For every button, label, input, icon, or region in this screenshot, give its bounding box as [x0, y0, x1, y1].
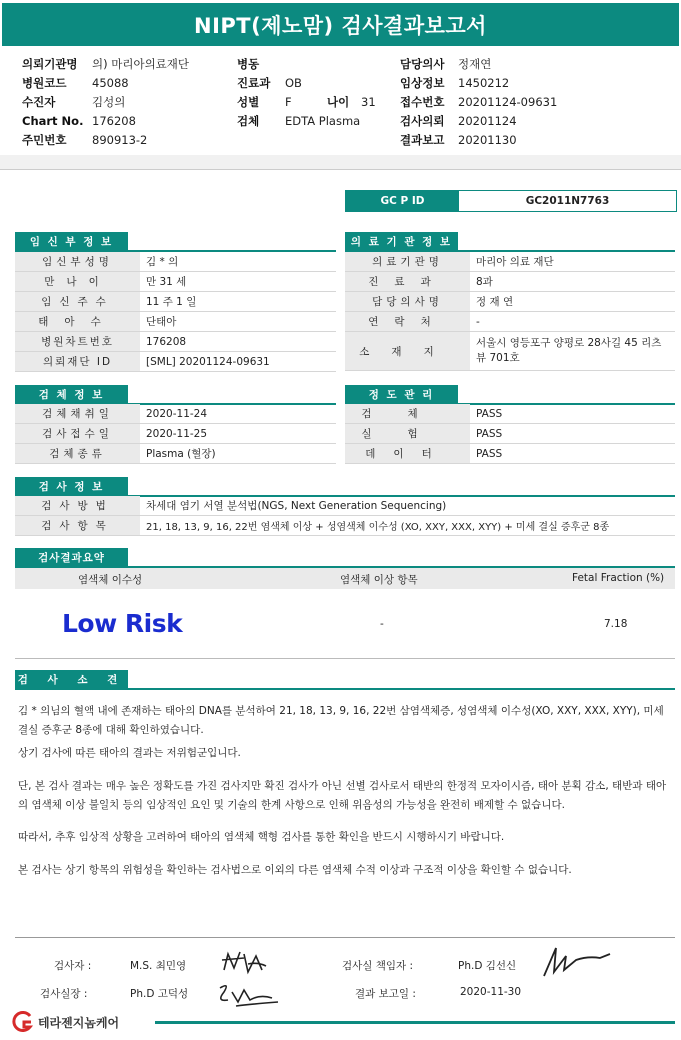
- table-row: 의뢰재단 ID [SML] 20201124-09631: [15, 352, 336, 372]
- gcp-id-label: GC P ID: [346, 191, 459, 211]
- table-row: 병원차트번호 176208: [15, 332, 336, 352]
- header-separator: [0, 155, 681, 169]
- table-row: 의료기관명 마리아 의료 재단: [345, 252, 675, 272]
- table-row: 임신주수 11 주 1 일: [15, 292, 336, 312]
- header-row: 결과보고 20201130: [400, 133, 517, 147]
- table-row: 검사접수일 2020-11-25: [15, 424, 336, 444]
- footer-rule: [155, 1021, 675, 1024]
- section-specimen-info: 검 체 정 보: [15, 385, 128, 403]
- header-row: Chart No. 176208: [22, 114, 136, 128]
- age-value: 31: [361, 95, 376, 109]
- director-signature-icon: [212, 978, 282, 1012]
- table-row: 검체종류 Plasma (혈장): [15, 444, 336, 464]
- specimen-table: [15, 404, 336, 464]
- section-test-info: 검 사 정 보: [15, 477, 128, 495]
- tester-signature-icon: [218, 944, 268, 980]
- header-row: 진료과 OB: [237, 76, 302, 90]
- company-name: 테라젠지놈케어: [38, 1016, 120, 1030]
- report-date-label: 결과 보고일 :: [355, 988, 416, 1000]
- table-row: 데이터 PASS: [345, 444, 675, 464]
- summary-col-fetal-fraction: Fetal Fraction (%): [572, 572, 665, 584]
- table-row: 태아수 단태아: [15, 312, 336, 332]
- header-row: 의뢰기관명 의) 마리아의료재단: [22, 57, 190, 71]
- table-row: 만나이 만 31 세: [15, 272, 336, 292]
- table-row: 검사방법 차세대 염기 서열 분석법(NGS, Next Generation Sequencing): [15, 496, 675, 516]
- header-row: 담당의사 정재연: [400, 57, 492, 71]
- header-row: 병원코드 45088: [22, 76, 129, 90]
- result-low-risk: Low Risk: [62, 609, 183, 638]
- summary-col-aneuploidy: 염색체 이수성: [78, 574, 143, 586]
- section-institution-info: 의 료 기 관 정 보: [345, 232, 458, 250]
- qc-table: [345, 404, 675, 464]
- lab-head-label: 검사실 책임자 :: [342, 960, 414, 972]
- gcp-id-box: [345, 190, 677, 212]
- institution-table: [345, 252, 675, 371]
- findings-paragraph: 단, 본 검사 결과는 매우 높은 정확도를 가진 검사지만 확진 검사가 아닌 선별 검사로서 태반의 한정적 모자이시즘, 태아 분획 감소, 태반과 태아의 염색체 이상 불일치 등의 임상적인 요인 및 기술의 한계 사항으로 인해 위음성의 가능성을 완전히 배제할 수 없습니다.: [18, 780, 667, 811]
- section-qc: 정 도 관 리: [345, 385, 458, 403]
- gcp-id-value: GC2011N7763: [525, 195, 610, 207]
- header-row: 성별 F 나이 31: [237, 93, 376, 112]
- section-rule: [15, 688, 675, 690]
- tester-name: M.S. 최민영: [130, 960, 187, 972]
- table-row: 연락처 -: [345, 312, 675, 332]
- table-row: 임신부성명 김 * 의: [15, 252, 336, 272]
- director-label: 검사실장 :: [40, 988, 88, 1000]
- findings-paragraph: 따라서, 추후 임상적 상황을 고려하여 태아의 염색체 핵형 검사를 통한 확인을 반드시 시행하시기 바랍니다.: [18, 831, 505, 843]
- section-rule: [15, 658, 675, 659]
- tester-label: 검사자 :: [54, 960, 92, 972]
- test-table: [15, 496, 675, 536]
- table-row: 검사항목 21, 18, 13, 9, 16, 22번 염색체 이상 + 성염색체 이수성 (XO, XXY, XXX, XYY) + 미세 결실 증후군 8종: [15, 516, 675, 536]
- findings-paragraph: 본 검사는 상기 항목의 위험성을 확인하는 검사법으로 이외의 다른 염색체 수적 이상과 구조적 이상을 확인할 수 없습니다.: [18, 864, 572, 876]
- section-pregnant-info: 임 신 부 정 보: [15, 232, 128, 250]
- signature-rule: [15, 937, 675, 938]
- header-row: 병동: [237, 57, 260, 71]
- separator-line: [0, 169, 681, 170]
- table-row: 진료과 8과: [345, 272, 675, 292]
- report-date: 2020-11-30: [460, 986, 522, 998]
- findings-paragraph: 상기 검사에 따른 태아의 결과는 저위험군입니다.: [18, 747, 241, 759]
- section-summary: 검사결과요약: [15, 548, 128, 566]
- table-row: 검체 PASS: [345, 404, 675, 424]
- age-label: 나이: [327, 95, 350, 109]
- header-row: 검체 EDTA Plasma: [237, 114, 361, 128]
- header-col1: [22, 55, 189, 150]
- table-row: 실험 PASS: [345, 424, 675, 444]
- table-row: 소재지 서울시 영등포구 양평로 28사길 45 리츠뷰 701호: [345, 332, 675, 371]
- header-col2: [237, 55, 376, 131]
- header-row: 임상정보 1450212: [400, 76, 510, 90]
- findings-paragraph: 김 * 의님의 혈액 내에 존재하는 태아의 DNA를 분석하여 21, 18, 13, 9, 16, 22번 삼염색체증, 성염색체 이수성(XO, XXY, XXX, XYY), 미세 결실 증후군 8종에 대해 확인하였습니다.: [18, 705, 664, 736]
- header-row: 검사의뢰 20201124: [400, 114, 517, 128]
- summary-header: [15, 568, 675, 589]
- company-logo-icon: [10, 1010, 36, 1032]
- header-col3: [400, 55, 557, 150]
- header-row: 주민번호 890913-2: [22, 133, 148, 147]
- header-row: 접수번호 20201124-09631: [400, 95, 558, 109]
- table-row: 담당의사명 정 재 연: [345, 292, 675, 312]
- director-name: Ph.D 고덕성: [130, 988, 189, 1000]
- pregnant-table: [15, 252, 336, 372]
- summary-fetal-fraction-value: 7.18: [604, 618, 628, 630]
- table-row: 검체채취일 2020-11-24: [15, 404, 336, 424]
- summary-abnormal-value: -: [380, 618, 384, 630]
- header-row: 수진자 김성의: [22, 95, 126, 109]
- lab-head-name: Ph.D 김선신: [458, 960, 517, 972]
- report-title: NIPT(제노맘) 검사결과보고서: [2, 3, 679, 46]
- section-findings: 검 사 소 견: [15, 670, 128, 688]
- summary-col-abnormal: 염색체 이상 항목: [340, 574, 418, 586]
- lab-head-signature-icon: [540, 942, 612, 982]
